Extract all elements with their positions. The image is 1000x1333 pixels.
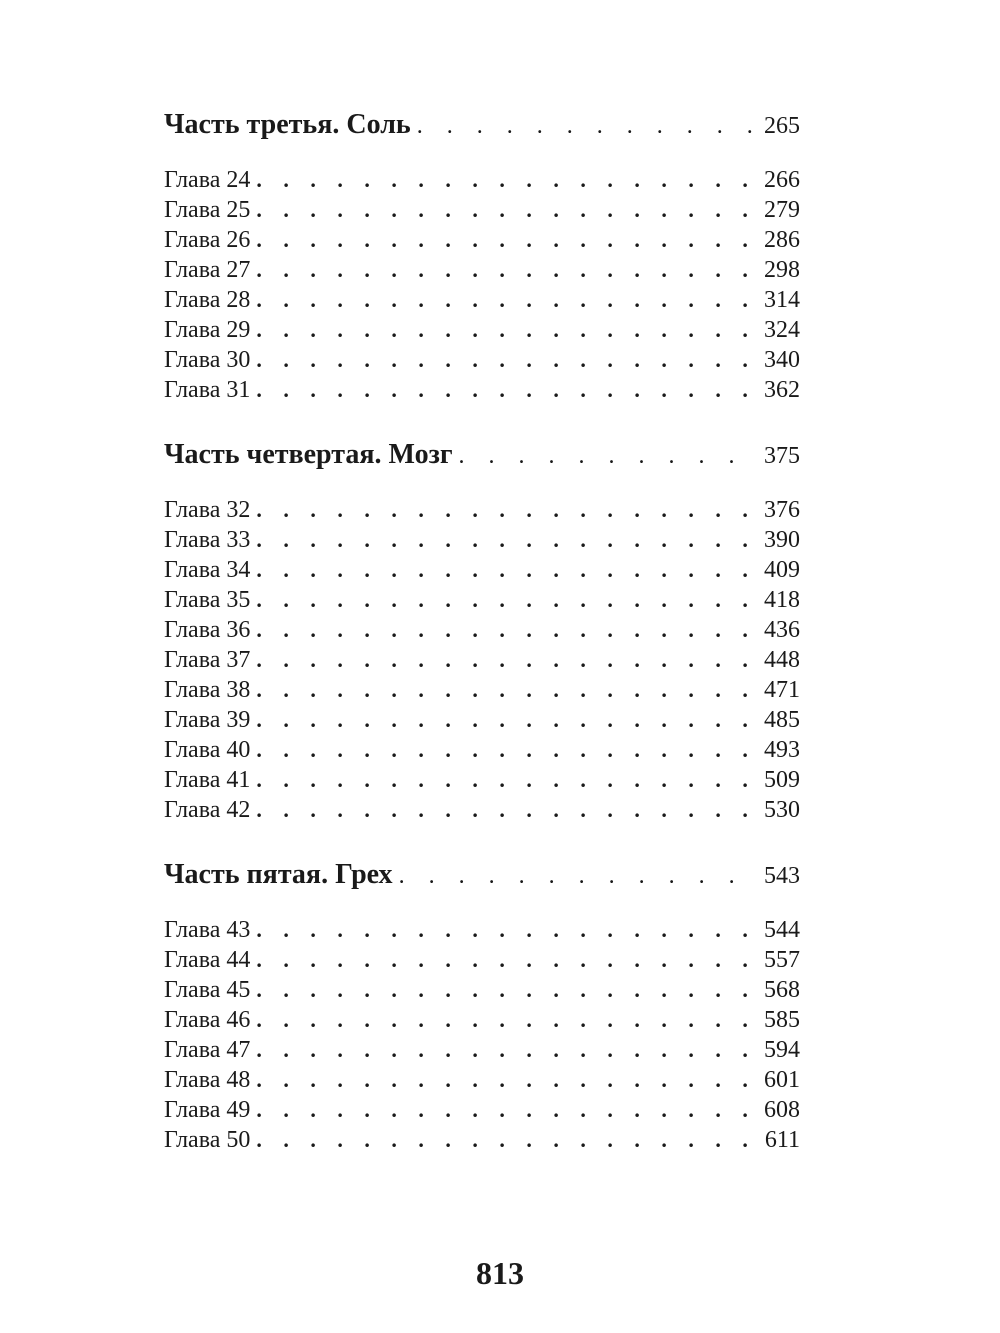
toc-chapter-entry <box>164 615 800 645</box>
toc-chapter-entry <box>164 525 800 555</box>
part-page-number: 375 <box>764 443 800 469</box>
dot-leader <box>256 975 758 1005</box>
chapter-page-number: 471 <box>764 677 800 703</box>
dot-leader <box>256 765 758 795</box>
chapter-title: Глава 29 <box>164 317 251 343</box>
dot-leader <box>256 225 758 255</box>
chapter-page-number: 286 <box>764 227 800 253</box>
toc-chapter-entry <box>164 195 800 225</box>
chapter-title: Глава 49 <box>164 1097 251 1123</box>
chapter-page-number: 340 <box>764 347 800 373</box>
dot-leader <box>256 615 758 645</box>
chapter-title: Глава 28 <box>164 287 251 313</box>
chapter-title: Глава 33 <box>164 527 251 553</box>
chapter-title: Глава 50 <box>164 1127 251 1153</box>
chapter-list <box>164 165 800 405</box>
toc-chapter-entry <box>164 255 800 285</box>
chapter-page-number: 266 <box>764 167 800 193</box>
toc-chapter-entry <box>164 915 800 945</box>
toc-chapter-entry <box>164 375 800 405</box>
chapter-title: Глава 35 <box>164 587 251 613</box>
dot-leader <box>256 645 758 675</box>
dot-leader <box>256 255 758 285</box>
chapter-page-number: 485 <box>764 707 800 733</box>
chapter-page-number: 608 <box>764 1097 800 1123</box>
chapter-title: Глава 40 <box>164 737 251 763</box>
toc-part-entry <box>164 435 800 475</box>
dot-leader <box>256 375 758 405</box>
toc-part-entry <box>164 855 800 895</box>
chapter-title: Глава 24 <box>164 167 251 193</box>
dot-leader <box>256 945 758 975</box>
chapter-title: Глава 47 <box>164 1037 251 1063</box>
chapter-page-number: 436 <box>764 617 800 643</box>
dot-leader <box>256 585 758 615</box>
dot-leader <box>256 1065 758 1095</box>
chapter-title: Глава 41 <box>164 767 251 793</box>
chapter-list <box>164 495 800 825</box>
chapter-page-number: 509 <box>764 767 800 793</box>
chapter-page-number: 557 <box>764 947 800 973</box>
chapter-page-number: 448 <box>764 647 800 673</box>
toc-chapter-entry <box>164 675 800 705</box>
toc-chapter-entry <box>164 555 800 585</box>
chapter-page-number: 314 <box>764 287 800 313</box>
chapter-page-number: 409 <box>764 557 800 583</box>
chapter-list <box>164 915 800 1155</box>
chapter-page-number: 390 <box>764 527 800 553</box>
dot-leader <box>256 705 758 735</box>
dot-leader <box>256 1005 758 1035</box>
chapter-title: Глава 27 <box>164 257 251 283</box>
chapter-page-number: 362 <box>764 377 800 403</box>
chapter-title: Глава 38 <box>164 677 251 703</box>
dot-leader <box>417 106 758 146</box>
chapter-page-number: 418 <box>764 587 800 613</box>
toc-chapter-entry <box>164 795 800 825</box>
part-title: Часть четвертая. Мозг <box>164 439 453 470</box>
dot-leader <box>256 525 758 555</box>
toc-chapter-entry <box>164 945 800 975</box>
dot-leader <box>256 555 758 585</box>
chapter-title: Глава 48 <box>164 1067 251 1093</box>
chapter-page-number: 376 <box>764 497 800 523</box>
chapter-title: Глава 39 <box>164 707 251 733</box>
toc-part-entry <box>164 105 800 145</box>
toc-chapter-entry <box>164 1035 800 1065</box>
toc-chapter-entry <box>164 315 800 345</box>
toc-chapter-entry <box>164 225 800 255</box>
part-title: Часть пятая. Грех <box>164 859 393 890</box>
dot-leader <box>256 165 758 195</box>
part-title: Часть третья. Соль <box>164 109 411 140</box>
toc-chapter-entry <box>164 1065 800 1095</box>
chapter-page-number: 568 <box>764 977 800 1003</box>
dot-leader <box>256 1095 758 1125</box>
dot-leader <box>256 195 758 225</box>
table-of-contents <box>164 105 800 1155</box>
toc-chapter-entry <box>164 735 800 765</box>
chapter-page-number: 324 <box>764 317 800 343</box>
toc-chapter-entry <box>164 495 800 525</box>
chapter-page-number: 544 <box>764 917 800 943</box>
toc-chapter-entry <box>164 285 800 315</box>
chapter-title: Глава 45 <box>164 977 251 1003</box>
toc-chapter-entry <box>164 975 800 1005</box>
dot-leader <box>256 345 758 375</box>
chapter-title: Глава 46 <box>164 1007 251 1033</box>
chapter-title: Глава 43 <box>164 917 251 943</box>
dot-leader <box>399 856 758 896</box>
chapter-page-number: 530 <box>764 797 800 823</box>
dot-leader <box>256 915 758 945</box>
chapter-page-number: 493 <box>764 737 800 763</box>
dot-leader <box>256 285 758 315</box>
dot-leader <box>256 1035 758 1065</box>
chapter-page-number: 279 <box>764 197 800 223</box>
toc-chapter-entry <box>164 705 800 735</box>
chapter-page-number: 585 <box>764 1007 800 1033</box>
toc-chapter-entry <box>164 1095 800 1125</box>
chapter-page-number: 601 <box>764 1067 800 1093</box>
toc-chapter-entry <box>164 645 800 675</box>
chapter-title: Глава 32 <box>164 497 251 523</box>
chapter-title: Глава 25 <box>164 197 251 223</box>
dot-leader <box>256 735 758 765</box>
dot-leader <box>256 315 758 345</box>
chapter-title: Глава 37 <box>164 647 251 673</box>
dot-leader <box>256 675 758 705</box>
page-number: 813 <box>476 1255 524 1291</box>
dot-leader <box>256 495 758 525</box>
chapter-page-number: 298 <box>764 257 800 283</box>
dot-leader <box>256 795 758 825</box>
toc-chapter-entry <box>164 1125 800 1155</box>
chapter-page-number: 611 <box>764 1127 800 1153</box>
chapter-title: Глава 42 <box>164 797 251 823</box>
chapter-title: Глава 44 <box>164 947 251 973</box>
dot-leader <box>256 1125 759 1155</box>
chapter-title: Глава 26 <box>164 227 251 253</box>
chapter-page-number: 594 <box>764 1037 800 1063</box>
chapter-title: Глава 36 <box>164 617 251 643</box>
toc-chapter-entry <box>164 585 800 615</box>
toc-chapter-entry <box>164 1005 800 1035</box>
chapter-title: Глава 31 <box>164 377 251 403</box>
chapter-title: Глава 34 <box>164 557 251 583</box>
part-page-number: 543 <box>764 863 800 889</box>
toc-chapter-entry <box>164 165 800 195</box>
toc-chapter-entry <box>164 765 800 795</box>
toc-chapter-entry <box>164 345 800 375</box>
part-page-number: 265 <box>764 113 800 139</box>
chapter-title: Глава 30 <box>164 347 251 373</box>
dot-leader <box>459 436 758 476</box>
